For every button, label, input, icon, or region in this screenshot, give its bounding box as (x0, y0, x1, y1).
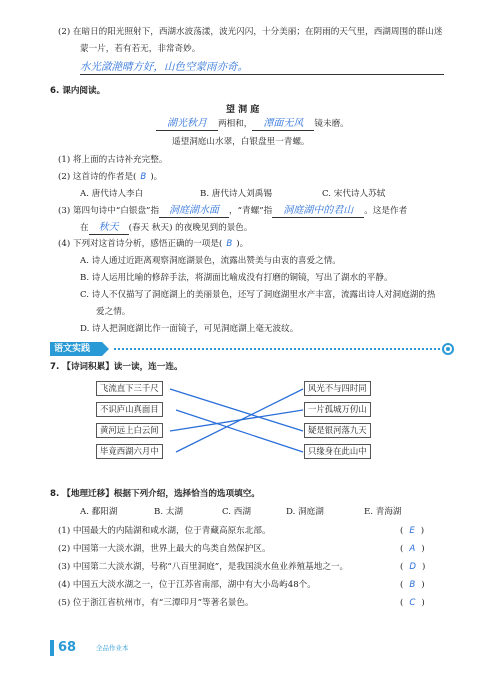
q6-sub4-answer[interactable]: B (226, 239, 233, 249)
q6-option-a: A. 诗人通过近距离观察洞庭湖景色，流露出赞美与由衷的喜爱之情。 (80, 256, 341, 266)
q8-answer-value[interactable]: E (409, 526, 415, 536)
q6-option-c-line2: 爱之情。 (96, 307, 131, 317)
q8-answer-value[interactable]: D (409, 562, 416, 572)
q8-item-answer[interactable]: ( E ) (400, 526, 425, 536)
match-line (176, 410, 303, 452)
q8-item: (3) 中国第二大淡水湖，号称“八百里洞庭”，是我国淡水鱼业养殖基地之一。 (58, 562, 349, 572)
q8-item: (2) 中国第一大淡水湖，世界上最大的鸟类自然保护区。 (58, 544, 271, 554)
q8-option: A. 鄱阳湖 (80, 507, 118, 517)
q8-answer-value[interactable]: A (409, 544, 416, 554)
q6-sub2-prefix: (2) 这首诗的作者是( (58, 172, 137, 182)
q8-option: C. 西湖 (222, 507, 251, 517)
q6-sub3-p3: 。这是作者 (364, 206, 408, 216)
q6-sub4-suffix: )。 (236, 239, 249, 249)
page-number: 68 (58, 640, 77, 655)
q6-sub3-p5: (春天 秋天) 的夜晚见到的景色。 (128, 223, 253, 233)
match-line (170, 410, 303, 431)
match-line (176, 389, 303, 452)
poem-line1-end: 镜未磨。 (314, 119, 349, 129)
q8-item: (4) 中国五大淡水湖之一，位于江苏省南部，湖中有大小岛屿48个。 (58, 580, 316, 590)
match-line (170, 389, 303, 431)
q6-choice-a: A. 唐代诗人李白 (80, 189, 144, 199)
prev-q-line2: 蒙一片，若有若无，非常奇妙。 (80, 44, 201, 54)
q8-option: E. 青海湖 (364, 507, 402, 517)
poem-title: 望 洞 庭 (226, 105, 260, 115)
q8-answer-value[interactable]: C (409, 598, 416, 608)
q6-sub2-answer[interactable]: B (140, 172, 147, 182)
q7-right-item[interactable]: 只缘身在此山中 (304, 444, 371, 459)
q8-item-answer[interactable]: ( D ) (400, 562, 426, 572)
footer-book-title: 全品作业本 (96, 644, 129, 652)
q7-left-item[interactable]: 不识庐山真面目 (96, 402, 163, 417)
q6-sub3-p4: 在 (80, 223, 89, 233)
q6-option-c-line1: C. 诗人不仅描写了洞庭湖上的美丽景色，还写了洞庭湖里水产丰富，流露出诗人对洞庭湖的热 (80, 290, 436, 300)
q6-header: 6. 课内阅读。 (50, 86, 106, 96)
q8-header: 8. 【地理迁移】根据下列介绍，选择恰当的选项填空。 (50, 489, 260, 499)
q6-sub1: (1) 将上面的古诗补充完整。 (58, 155, 168, 165)
q8-item-answer[interactable]: ( C ) (400, 598, 425, 608)
q7-left-item[interactable]: 飞流直下三千尺 (96, 381, 163, 396)
poem-blank-1[interactable]: 湖光秋月 (156, 118, 218, 131)
q6-option-d: D. 诗人把洞庭湖比作一面镜子，可见洞庭湖上毫无波纹。 (80, 324, 299, 334)
poem-line2: 遥望洞庭山水翠，白银盘里一青螺。 (172, 137, 310, 147)
q8-option: B. 太湖 (154, 507, 183, 517)
q6-choice-c: C. 宋代诗人苏轼 (322, 189, 386, 199)
q7-right-item[interactable]: 一片孤城万仞山 (304, 402, 371, 417)
q6-sub3-blank3[interactable]: 秋天 (89, 222, 129, 235)
q7-right-item[interactable]: 风光不与四时同 (304, 381, 371, 396)
prev-q-handwritten-answer[interactable]: 水光潋滟晴方好，山色空蒙雨亦奇。 (80, 61, 444, 75)
q7-right-item[interactable]: 疑是银河落九天 (304, 423, 371, 438)
q7-header: 7. 【诗词积累】读一读，连一连。 (50, 362, 183, 372)
section-banner-label: 语文实践 (50, 342, 102, 356)
footer-accent-bar (50, 640, 54, 656)
q8-answer-value[interactable]: B (409, 580, 416, 590)
q6-sub2-suffix: )。 (150, 172, 163, 182)
prev-q-line1: (2) 在暗日的阳光照射下，西湖水波荡漾，波光闪闪，十分美丽；在阴雨的天气里，西湖周围的群山迷 (58, 27, 443, 37)
q6-sub3-blank2[interactable]: 洞庭湖中的君山 (272, 205, 364, 218)
q6-sub3-p1: (3) 第四句诗中“白银盘”指 (58, 206, 160, 216)
q6-sub3-p2: ，“青螺”指 (229, 206, 273, 216)
q8-item-answer[interactable]: ( B ) (400, 580, 425, 590)
q8-item: (5) 位于浙江省杭州市，有“三潭印月”等著名景色。 (58, 598, 254, 608)
q8-option: D. 洞庭湖 (286, 507, 324, 517)
q8-item: (1) 中国最大的内陆湖和咸水湖，位于青藏高原东北部。 (58, 526, 271, 536)
q6-choice-b: B. 唐代诗人刘禹锡 (200, 189, 272, 199)
q7-left-item[interactable]: 毕竟西湖六月中 (96, 444, 163, 459)
q8-item-answer[interactable]: ( A ) (400, 544, 425, 554)
poem-line1-mid: 两相和， (218, 119, 253, 129)
q6-sub3-blank1[interactable]: 洞庭湖水面 (159, 205, 229, 218)
q6-sub4-prefix: (4) 下列对这首诗分析，感悟正确的一项是( (58, 239, 223, 249)
q6-option-b: B. 诗人运用比喻的修辞手法，将湖面比喻成没有打磨的铜镜，写出了湖水的平静。 (80, 273, 393, 283)
q7-left-item[interactable]: 黄河远上白云间 (96, 423, 163, 438)
poem-blank-2[interactable]: 潭面无风 (252, 118, 314, 131)
